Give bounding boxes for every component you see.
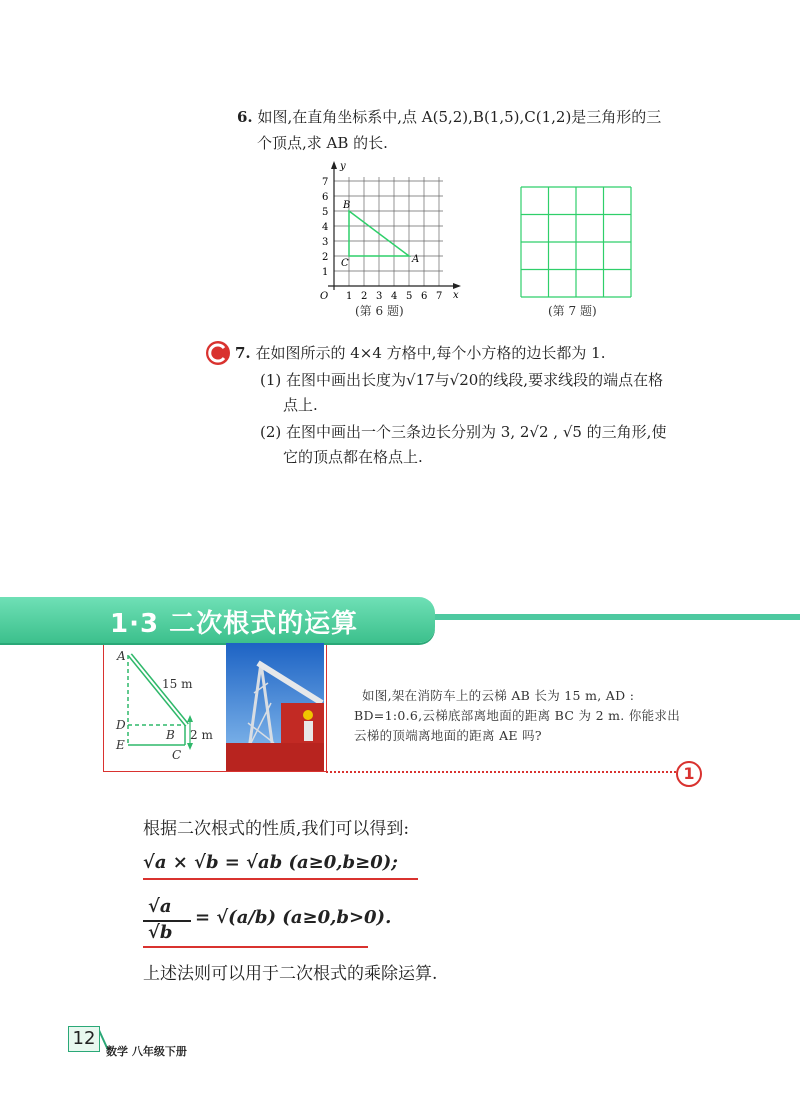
q7-part2-line2: 它的顶点都在格点上. [283,448,423,466]
q7-number: 7. [235,344,251,362]
label-B: B [166,728,175,742]
point-label-a: A [412,254,420,265]
figure1-text-2: BD=1:0.6,云梯底部离地面的距离 BC 为 2 m. 你能求出 [354,708,681,723]
rule2-underline [143,946,368,948]
rule2-rhs: = √(a/b) (a≥0,b>0). [195,907,392,928]
label-2m: 2 m [190,728,213,742]
y-tick-label: 4 [322,222,329,233]
y-tick-label: 5 [322,207,329,218]
x-tick-label: 4 [391,291,398,302]
figure-number-badge: 1 [676,761,702,787]
book-title: 数学 八年级下册 [106,1045,187,1058]
rule1-underline [143,878,418,880]
x-tick-label: 2 [361,291,368,302]
outro-text: 上述法则可以用于二次根式的乘除运算. [143,964,438,984]
q7-caption: (第 7 题) [548,304,597,318]
q7-part1-line1: (1) 在图中画出长度为√17与√20的线段,要求线段的端点在格 [260,371,664,389]
y-tick-label: 2 [322,252,329,263]
rule2-numerator: √a [148,896,172,917]
section-band-line [435,614,800,620]
figure1-dotted-line [326,771,676,773]
x-axis-arrow [453,283,461,289]
y-axis-arrow [331,161,337,169]
q6-line1 [237,104,661,130]
label-15m: 15 m [162,677,193,691]
figure1-text-1: 如图,架在消防车上的云梯 AB 长为 15 m, AD : [362,688,635,703]
figure1-text-3: 云梯的顶端离地面的距离 AE 吗? [354,728,542,743]
y-axis-label: y [340,161,346,172]
q6-caption: (第 6 题) [355,304,404,318]
point-label-b: B [343,200,351,211]
x-tick-label: 6 [421,291,428,302]
rule2-denominator: √b [148,922,173,943]
section-title: 1·3 二次根式的运算 [110,609,359,639]
x-tick-label: 5 [406,291,413,302]
q6-line2: 个顶点,求 AB 的长. [257,134,388,152]
q7-text-1: 在如图所示的 4×4 方格中,每个小方格的边长都为 1. [255,344,606,362]
y-tick-label: 1 [322,267,329,278]
q7-line1 [235,340,606,366]
x-axis-label: x [453,290,459,301]
x-tick-label: 1 [346,291,353,302]
q6-number: 6. [237,108,253,126]
label-A: A [117,649,126,663]
q7-part1-line2: 点上. [283,396,318,414]
point-label-c: C [341,258,349,269]
label-E: E [116,738,125,752]
y-tick-label: 3 [322,237,329,248]
grid-4x4 [520,186,632,298]
x-tick-label: 7 [436,291,443,302]
rule-multiplication: √a × √b = √ab (a≥0,b≥0); [143,852,398,873]
y-tick-label: 6 [322,192,329,203]
y-tick-label: 7 [322,177,329,188]
x-tick-label: 3 [376,291,383,302]
page-number: 12 [68,1026,100,1052]
origin-label: O [320,291,329,302]
challenge-icon [205,340,231,366]
ladder-diagram [110,645,220,767]
label-C: C [172,748,182,762]
coordinate-graph [312,155,462,305]
q6-text-1: 如图,在直角坐标系中,点 A(5,2),B(1,5),C(1,2)是三角形的三 [257,108,662,126]
label-D: D [116,718,126,732]
intro-text: 根据二次根式的性质,我们可以得到: [143,819,410,839]
fire-truck-photo [226,643,324,771]
q7-part2-line1: (2) 在图中画出一个三条边长分别为 3, 2√2 , √5 的三角形,使 [260,423,667,441]
